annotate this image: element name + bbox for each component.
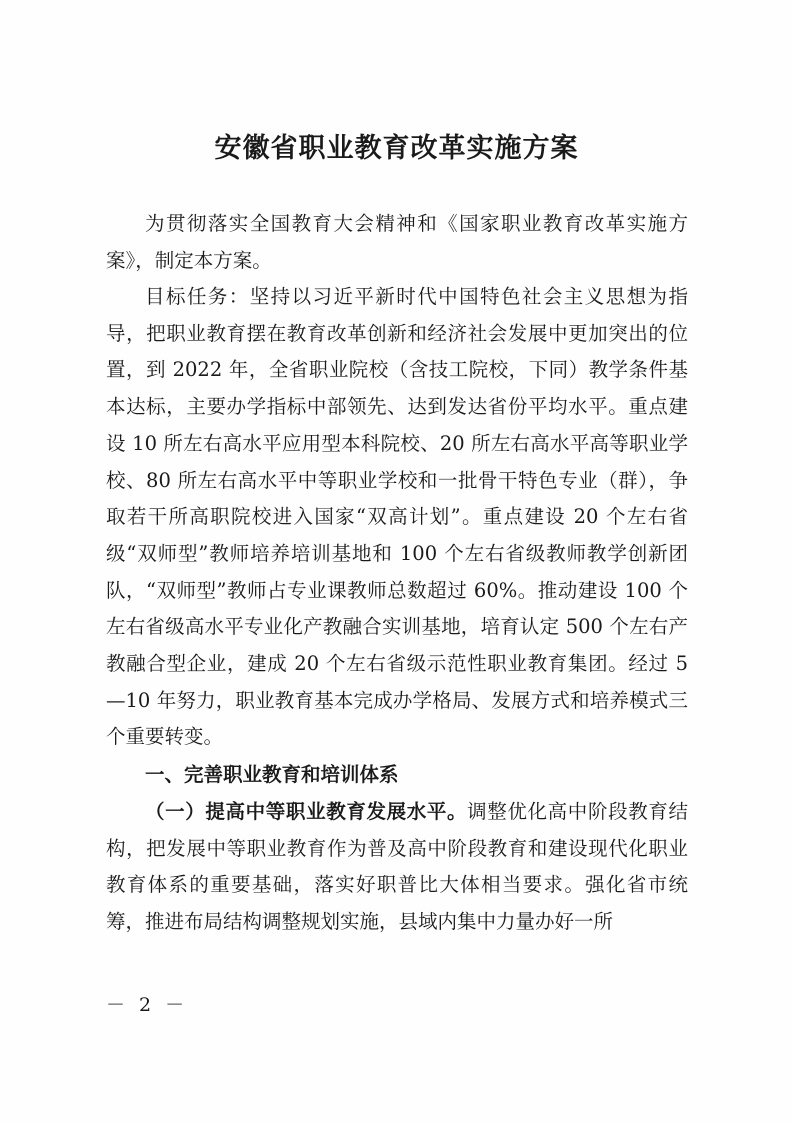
intro-paragraph-block — [106, 206, 688, 279]
goals-paragraph: 目标任务：坚持以习近平新时代中国特色社会主义思想为指导，把职业教育摆在教育改革创新和经济社会发展中更加突出的位置，到 2022 年，全省职业院校（含技工院校，下同）教学条件基本达标，主要办学指标中部领先、达到发达省份平均水平。重点建设 10 所左右高水平应用型本科院校、20 所左右高水平高等职业学校、80 所左右高水平中等职业学校和一批骨干特色专业（群），争取若干所高职院校进入国家“双高计划”。重点建设 20 个左右省级“双师型”教师培养培训基地和 100 个左右省级教师教学创新团队，“双师型”教师占专业课教师总数超过 60%。推动建设 100 个左右省级高水平专业化产教融合实训基地，培育认定 500 个左右产教融合型企业，建成 20 个左右省级示范性职业教育集团。经过 5—10 年努力，职业教育基本完成办学格局、发展方式和培养模式三个重要转变。 — [106, 285, 688, 749]
item-paragraph-block — [106, 794, 688, 941]
item-body: 调整优化高中阶段教育结构，把发展中等职业教育作为普及高中阶段教育和建设现代化职业教育体系的重要基础，落实好职普比大体相当要求。强化省市统筹，推进布局结构调整规划实施，县域内集中力量办好一所 — [106, 800, 688, 934]
item-heading: （一）提高中等职业教育发展水平。 — [145, 800, 468, 823]
section-heading: 一、完善职业教育和培训体系 — [145, 763, 399, 786]
document-title: 安徽省职业教育改革实施方案 — [214, 133, 579, 164]
section-heading-block — [106, 757, 688, 794]
goals-paragraph-block — [106, 279, 688, 756]
page-number: － 2 － — [106, 994, 189, 1016]
item-paragraph — [106, 794, 688, 941]
intro-paragraph: 为贯彻落实全国教育大会精神和《国家职业教育改革实施方案》，制定本方案。 — [106, 212, 688, 272]
